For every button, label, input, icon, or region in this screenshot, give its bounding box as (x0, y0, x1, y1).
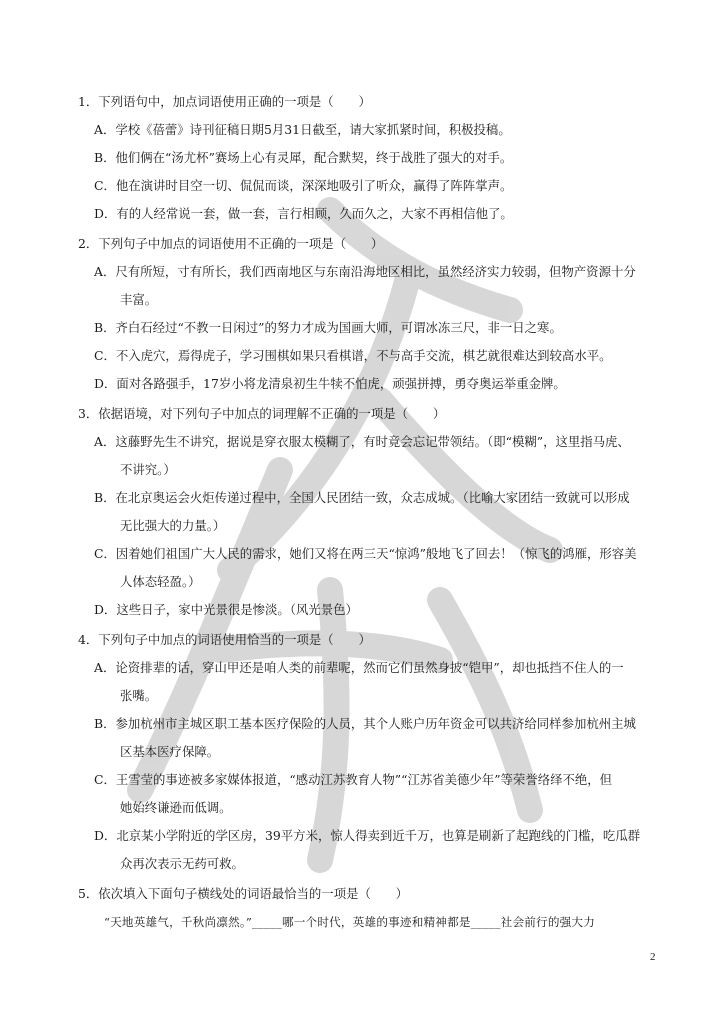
question-2-option-d: D．面对各路强手，17岁小将龙清泉初生牛犊不怕虎，顽强拼搏，勇夺奥运举重金牌。 (94, 376, 566, 391)
question-2-option-a: A．尺有所短，寸有所长，我们西南地区与东南沿海地区相比，虽然经济实力较弱，但物产资源十分 (94, 264, 636, 279)
question-4-option-d: D．北京某小学附近的学区房，39平方米，惊人得卖到近千万，也算是刷新了起跑线的门槛，吃瓜群 (94, 828, 641, 843)
question-2-stem: 2．下列句子中加点的词语使用不正确的一项是（ ） (78, 236, 384, 251)
question-4-option-b: B．参加杭州市主城区职工基本医疗保险的人员，其个人账户历年资金可以共济给同样参加杭州主城 (94, 716, 636, 731)
question-3-option-a-continued: 不讲究。） (120, 462, 176, 477)
question-3-stem: 3．依据语境，对下列句子中加点的词理解不正确的一项是（ ） (78, 406, 446, 421)
question-4-option-b-continued: 区基本医疗保障。 (120, 744, 220, 759)
question-5-stem: 5．依次填入下面句子横线处的词语最恰当的一项是（ ） (78, 886, 409, 901)
question-3-option-b-continued: 无比强大的力量。） (120, 518, 226, 533)
question-1-option-d: D．有的人经常说一套，做一套，言行相顾，久而久之，大家不再相信他了。 (94, 206, 513, 221)
question-2-option-c: C．不入虎穴，焉得虎子，学习围棋如果只看棋谱，不与高手交流，棋艺就很难达到较高水平。 (94, 348, 612, 363)
question-2-option-a-continued: 丰富。 (120, 292, 158, 307)
question-3-option-a: A．这藤野先生不讲究，据说是穿衣服太模糊了，有时竟会忘记带领结。（即“模糊”，这里指马虎、 (94, 434, 630, 449)
question-4-option-a-continued: 张嘴。 (120, 688, 158, 703)
question-3-option-d: D．这些日子，家中光景很是惨淡。（风光景色） (94, 602, 358, 617)
question-4-option-a: A．论资排辈的话，穿山甲还是咱人类的前辈呢，然而它们虽然身披“铠甲”，却也抵挡不住人的一 (94, 660, 624, 675)
question-3-option-b: B．在北京奥运会火炬传递过程中，全国人民团结一致，众志成城。（比喻大家团结一致就可以形成 (94, 490, 630, 505)
question-1-stem: 1．下列语句中，加点词语使用正确的一项是（ ） (78, 94, 371, 109)
page-number: 2 (650, 951, 656, 963)
question-1-option-c: C．他在演讲时目空一切、侃侃而谈，深深地吸引了听众，赢得了阵阵掌声。 (94, 178, 513, 193)
question-4-option-c-continued: 她始终谦逊而低调。 (120, 800, 232, 815)
question-4-option-c: C．王雪莹的事迹被多家媒体报道，“感动江苏教育人物”“江苏省美德少年”等荣誉络绎不绝，但 (94, 772, 613, 787)
question-4-option-d-continued: 众再次表示无药可救。 (120, 856, 244, 871)
question-1-option-a: A．学校《蓓蕾》诗刊征稿日期5月31日截至，请大家抓紧时间，积极投稿。 (94, 122, 511, 137)
question-5-excerpt: “天地英雄气，千秋尚凛然。”_____哪一个时代，英雄的事迹和精神都是_____社会前行的强大力 (104, 915, 596, 929)
question-4-stem: 4．下列句子中加点的词语使用恰当的一项是（ ） (78, 632, 371, 647)
question-1-option-b: B．他们俩在“汤尤杯”赛场上心有灵犀，配合默契，终于战胜了强大的对手。 (94, 150, 513, 165)
question-3-option-c-continued: 人体态轻盈。） (120, 574, 201, 589)
question-3-option-c: C．因着她们祖国广大人民的需求，她们又将在两三天“惊鸿”般地飞了回去！（惊飞的鸿雁，形容美 (94, 546, 637, 561)
question-2-option-b: B．齐白石经过“不教一日闲过”的努力才成为国画大师，可谓冰冻三尺，非一日之寒。 (94, 320, 562, 335)
